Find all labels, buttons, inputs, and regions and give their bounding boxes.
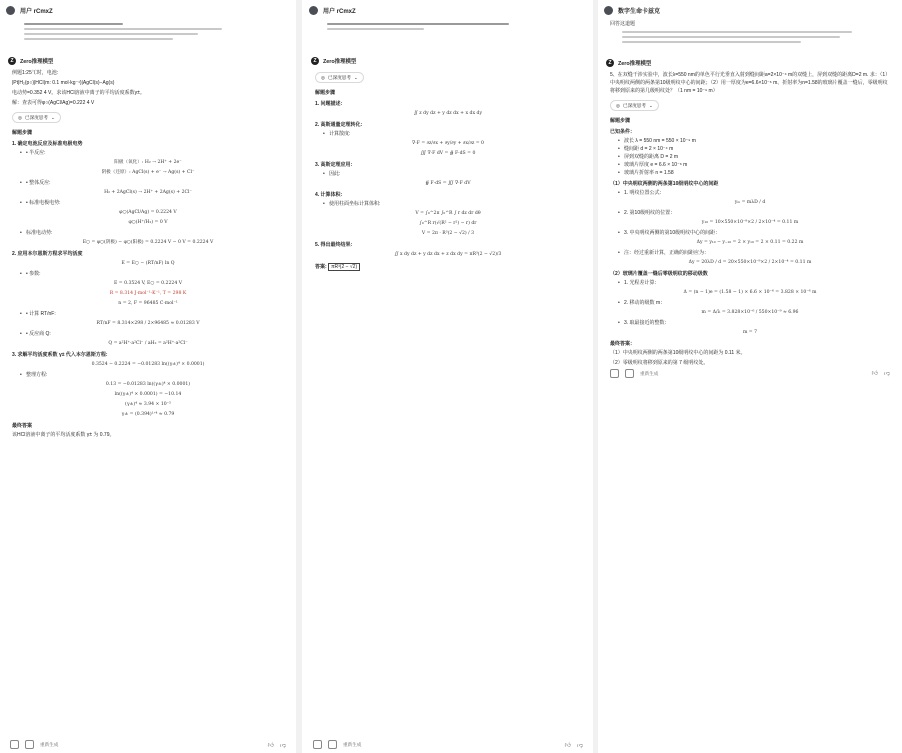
formula: E = 0.3524 V, E○ = 0.2224 V <box>113 281 183 286</box>
final-answer: πR³(2 − √2) <box>328 263 360 271</box>
formula: RT/nF = 8.314×298 / 2×96485 ≈ 0.01283 V <box>96 321 200 326</box>
formula: ∭ ∇·F dV = ∯ F·dS = 0 <box>420 151 476 156</box>
part2-title: （2）玻璃片覆盖一缝后零级明纹的移动级数 <box>610 271 708 277</box>
question-image <box>24 23 272 55</box>
chat-panel-3 <box>598 0 902 753</box>
step-label: • 3. 取最接近的整数： <box>610 319 890 327</box>
section-title: 3. 求解平均活度系数 γ± 代入本尔恩斯方程: <box>12 352 108 358</box>
formula: ∬ z dy dz + y dz dx + x dx dy <box>413 111 483 116</box>
divider <box>296 0 302 753</box>
known-item: • 屏到双缝的距离 D = 2 m <box>610 153 890 161</box>
formula: φ○(AgCl/Ag) = 0.2224 V <box>119 210 177 215</box>
chevron-down-icon: ⌄ <box>51 114 55 120</box>
thumbs-down-icon[interactable]: 👎︎ <box>883 370 890 377</box>
formula: E = E○ − (RT/nF) ln Q <box>121 261 175 266</box>
user-message: 回答这道题 <box>610 21 636 27</box>
section-title: 2. 应用本尔恩斯方程求平均活度 <box>12 251 83 257</box>
formula: H₂ + 2AgCl(s) → 2H⁺ + 2Ag(s) + 2Cl⁻ <box>104 190 192 195</box>
formula: Δ = (n − 1)e = (1.58 − 1) × 6.6 × 10⁻⁶ = 3.828 × 10⁻⁶ m <box>683 290 817 295</box>
deep-think-toggle[interactable]: ◎ 已深度思考 ⌄ <box>315 72 364 83</box>
item-label: • • 整体反应: <box>12 179 284 187</box>
formula: Δy = 20λD / d = 20×550×10⁻⁹×2 / 2×10⁻⁴ = 0.11 m <box>688 260 812 265</box>
known-item: • 缝间距 d = 2 × 10⁻⁴ m <box>610 145 890 153</box>
message-actions <box>313 740 583 749</box>
zero-logo-icon: Z <box>311 57 319 65</box>
assistant-name: Zero推理模型 <box>20 59 54 65</box>
user-header <box>598 0 902 20</box>
known-item: • 玻璃片厚度 e = 6.6 × 10⁻⁶ m <box>610 161 890 169</box>
share-icon[interactable] <box>25 740 34 749</box>
user-header <box>0 0 296 20</box>
formula: Q = a²H⁺·a²Cl⁻ / aH₂ = a²H⁺·a²Cl⁻ <box>108 341 188 346</box>
item-label: • 使用柱面坐标计算体积: <box>315 200 581 208</box>
chevron-down-icon: ⌄ <box>354 74 358 80</box>
section-title: 4. 计算体积: <box>315 192 343 198</box>
steps-title: 解题步骤 <box>315 90 336 96</box>
user-name: 用户 rCmxZ <box>20 8 53 15</box>
final-answer-1: （1）中央明纹两侧的两条第10级明纹中心的间距为 0.11 米。 <box>610 350 746 356</box>
user-avatar <box>309 6 318 15</box>
thumbs-up-icon[interactable]: 👍︎ <box>871 370 878 377</box>
formula: m = Δ/λ = 3.828×10⁻⁶ / 550×10⁻⁹ ≈ 6.96 <box>701 310 799 315</box>
question-image <box>327 23 569 55</box>
chevron-down-icon: ⌄ <box>649 102 653 108</box>
assistant-header <box>0 55 296 67</box>
formula: V = 2π · R³(2 − √2) / 3 <box>421 231 475 236</box>
intro-line: 例题1:25℃时，电池: <box>12 70 59 76</box>
deep-think-toggle[interactable]: ◎ 已深度思考 ⌄ <box>610 100 659 111</box>
assistant-header <box>303 55 593 67</box>
user-avatar <box>604 6 613 15</box>
item-label: • 整理方程: <box>12 371 284 379</box>
user-name: 用户 rCmxZ <box>323 8 356 15</box>
formula: 阳极（氧化）: H₂ → 2H⁺ + 2e⁻ <box>114 160 182 165</box>
thumbs-up-icon[interactable]: 👍︎ <box>267 742 274 749</box>
final-answer: 该HCl溶液中离子的平均活度系数 γ± 为 0.79。 <box>12 432 115 438</box>
section-title: 2. 高斯通量定理转化: <box>315 122 363 128</box>
step-label: • 2. 移动的级数 m： <box>610 299 890 307</box>
intro-line: |Pt|H₂(p○)|HCl(m: 0.1 mol·kg⁻¹)|AgCl(s)−Ag(s) <box>12 80 115 86</box>
formula: φ○(H⁺/H₂) = 0 V <box>128 220 168 225</box>
regenerate-button[interactable]: 重新生成 <box>40 741 59 747</box>
section-title: 1. 问题描述: <box>315 101 343 107</box>
copy-icon[interactable] <box>10 740 19 749</box>
thumbs-down-icon[interactable]: 👎︎ <box>279 742 286 749</box>
steps-title: 解题步骤 <box>610 118 631 124</box>
formula: γ± = (0.394)¹ᐟ⁴ ≈ 0.79 <box>121 412 175 417</box>
message-actions <box>10 740 286 749</box>
section-title: 3. 高斯定理应用: <box>315 162 353 168</box>
think-icon: ◎ <box>18 114 23 120</box>
formula: (γ±)⁴ ≈ 3.94 × 10⁻⁵ <box>125 402 171 407</box>
formula: R = 8.314 J·mol⁻¹·K⁻¹, T = 298 K <box>109 291 187 296</box>
copy-icon[interactable] <box>610 369 619 378</box>
item-label: • • 计算 RT/nF: <box>12 310 284 318</box>
final-title: 答案: <box>315 264 327 270</box>
formula: ∫₀^R r(√(R² − r²) − r) dr <box>419 221 477 226</box>
steps-title: 解题步骤 <box>12 130 33 136</box>
part1-title: （1）中央明纹两侧的两条第10级明纹中心的间距 <box>610 181 719 187</box>
formula: ∯ F·dS = ∭ ∇·F dV <box>425 181 471 186</box>
item-label: • 因此: <box>315 170 581 178</box>
known-title: 已知条件： <box>610 129 636 135</box>
formula: E○ = φ○(阴极) − φ○(阳极) = 0.2224 V − 0 V = 0.2224 V <box>82 240 214 245</box>
formula: 阴极（还原）: AgCl(s) + e⁻ → Ag(s) + Cl⁻ <box>101 170 195 175</box>
share-icon[interactable] <box>625 369 634 378</box>
question-image <box>622 31 878 57</box>
intro-line: 电动势=0.352 4 V。求该HCl溶液中离子的平均活度系数γ±。 <box>12 90 145 96</box>
step-label: • 3. 中央明纹两侧的第10级明纹中心的间距： <box>610 229 890 237</box>
known-item: • 波长 λ = 550 nm = 550 × 10⁻⁹ m <box>610 137 890 145</box>
think-icon: ◎ <box>321 74 326 80</box>
item-label: • • 半反应: <box>12 149 284 157</box>
deep-think-toggle[interactable]: ◎ 已深度思考 ⌄ <box>12 112 61 123</box>
user-name: 数字生命卡兹克 <box>618 8 661 15</box>
regenerate-button[interactable]: 重新生成 <box>640 370 659 376</box>
think-icon: ◎ <box>616 102 621 108</box>
final-answer-2: （2）零级明纹将移到原来的第 7 级明纹处。 <box>610 360 709 366</box>
thumbs-up-icon[interactable]: 👍︎ <box>564 742 571 749</box>
message-actions <box>610 369 890 378</box>
section-title: 1. 确定电池反应及标准电极电势 <box>12 141 83 147</box>
known-item: • 玻璃片折射率 n = 1.58 <box>610 169 890 177</box>
formula: V = ∫₀^2π ∫₀^R ∫ r dz dr dθ <box>415 211 481 216</box>
step-label: • 1. 光程差计算： <box>610 279 890 287</box>
copy-icon[interactable] <box>313 740 322 749</box>
step-label: • 1. 明纹位置公式： <box>610 189 890 197</box>
item-label: • 标准电动势: <box>12 229 284 237</box>
item-label: • 计算散度: <box>315 130 581 138</box>
zero-logo-icon: Z <box>606 59 614 67</box>
formula: Δy = y₁₀ − y₋₁₀ = 2 × y₁₀ = 2 × 0.11 = 0.22 m <box>696 240 804 245</box>
thumbs-down-icon[interactable]: 👎︎ <box>576 742 583 749</box>
section-title: 5. 得出最终结果: <box>315 242 353 248</box>
item-label: • • 标准电极电势: <box>12 199 284 207</box>
formula: yₘ = mλD / d <box>734 200 766 205</box>
formula: ∇·F = ∂z/∂x + ∂y/∂y + ∂x/∂z = 0 <box>412 141 484 146</box>
chat-panel-2 <box>303 0 593 753</box>
final-title: 最终答案： <box>610 341 636 347</box>
question-text: 5、在双缝干涉实验中，波长λ=550 nm的单色平行光垂直入射到缝间距a=2×10⁻⁴ m的双缝上，屏到双缝的距离D=2 m. 求：（1）中央明纹两侧的两条第10级明纹中心的间距；（2）用一厚度为e=6.6×10⁻⁶ m、折射率为n=1.58的玻璃片覆盖一缝后，零级明纹将移到原来的第几级明纹处？（1 nm = 10⁻⁹ m） <box>610 72 888 94</box>
formula: y₁₀ = 10×550×10⁻⁹×2 / 2×10⁻⁴ = 0.11 m <box>701 220 799 225</box>
step-label: • 2. 第10级明纹的位置： <box>610 209 890 217</box>
assistant-name: Zero推理模型 <box>618 61 652 67</box>
zero-logo-icon: Z <box>8 57 16 65</box>
formula: ln((γ±)⁴ × 0.0001) = −10.14 <box>114 392 182 397</box>
formula: ∬ x dy dz + y dz dx + z dx dy = πR³(2 − √2)/3 <box>394 252 502 257</box>
step-label: • 注：经过重新计算，正确的间距应为： <box>610 249 890 257</box>
assistant-name: Zero推理模型 <box>323 59 357 65</box>
intro-line: 解：查表可得φ○(AgCl/Ag)=0.222 4 V <box>12 100 95 106</box>
formula: 0.13 = −0.01283 ln((γ±)⁴ × 0.0001) <box>105 382 191 387</box>
item-label: • • 参数: <box>12 270 284 278</box>
regenerate-button[interactable]: 重新生成 <box>343 741 362 747</box>
user-avatar <box>6 6 15 15</box>
formula: 0.3524 − 0.2224 = −0.01283 ln((γ±)⁴ × 0.0001) <box>91 362 205 367</box>
chat-panel-1 <box>0 0 296 753</box>
final-title: 最终答案 <box>12 423 33 429</box>
user-header <box>303 0 593 20</box>
assistant-header <box>598 57 902 69</box>
item-label: • • 反应商 Q: <box>12 330 284 338</box>
formula: n = 2, F = 96485 C·mol⁻¹ <box>118 301 178 306</box>
formula: m = 7 <box>742 330 758 335</box>
share-icon[interactable] <box>328 740 337 749</box>
